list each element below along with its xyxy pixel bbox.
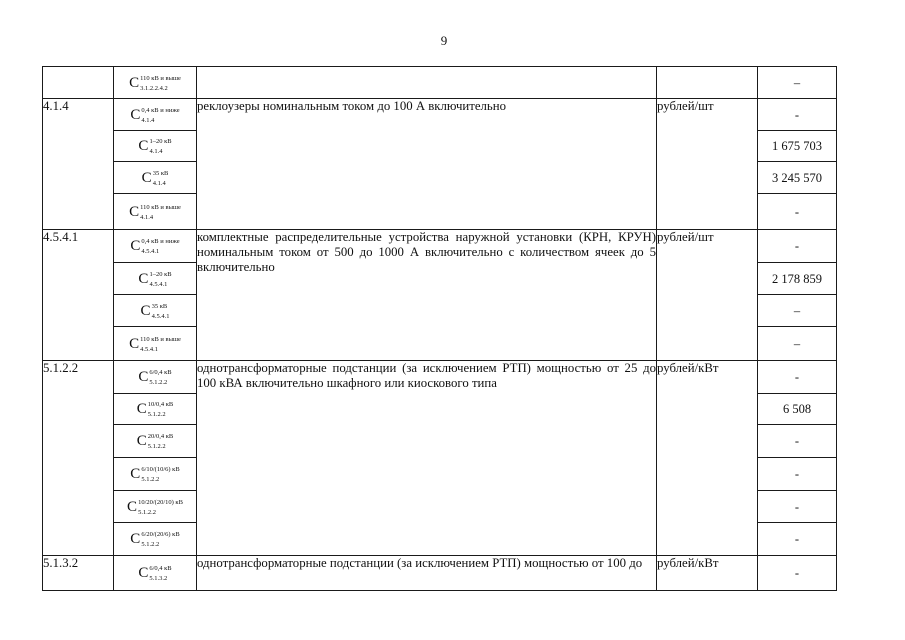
rate-letter: C — [130, 531, 141, 547]
rate-symbol — [114, 523, 197, 556]
rate-index: 4.1.4 — [140, 213, 154, 221]
rate-index: 5.1.3.2 — [149, 575, 168, 582]
rate-index: 4.1.4 — [152, 179, 166, 187]
rate-letter: C — [129, 203, 140, 220]
rate-voltage: 10/0,4 кВ — [147, 401, 174, 408]
item-description: реклоузеры номинальным током до 100 А включительно — [197, 99, 657, 230]
rate-symbol — [114, 425, 197, 458]
rate-voltage: 6/0,4 кВ — [149, 565, 172, 572]
page-number: 9 — [440, 33, 448, 48]
table-row — [43, 99, 837, 131]
rate-letter: C — [130, 466, 141, 482]
rate-index: 4.5.4.1 — [141, 248, 160, 255]
rate-symbol — [114, 99, 197, 131]
rate-voltage: 110 кВ и выше — [140, 74, 181, 82]
rate-index: 4.1.4 — [149, 148, 163, 155]
rate-index: 4.5.4.1 — [151, 312, 170, 320]
rate-voltage: 0,4 кВ и ниже — [141, 238, 180, 245]
rate-voltage: 110 кВ и выше — [140, 335, 181, 343]
rate-voltage: 1–20 кВ — [149, 138, 172, 145]
rate-index: 4.1.4 — [141, 116, 155, 124]
rate-voltage: 6/20/(20/6) кВ — [141, 531, 180, 538]
rate-letter: C — [140, 302, 151, 319]
item-unit: рублей/шт — [657, 230, 758, 361]
rate-value: 1 675 703 — [758, 131, 837, 162]
rate-index: 5.1.2.2 — [141, 476, 160, 483]
item-unit: рублей/кВт — [657, 361, 758, 556]
rate-voltage: 35 кВ — [152, 169, 169, 177]
rate-letter: C — [129, 335, 140, 352]
item-code: 4.5.4.1 — [43, 230, 114, 361]
rate-symbol — [114, 556, 197, 591]
rate-voltage: 1–20 кВ — [149, 270, 172, 278]
rate-index: 4.5.4.1 — [140, 345, 159, 353]
rate-voltage: 0,4 кВ и ниже — [141, 106, 180, 114]
rate-value: - — [758, 230, 837, 263]
rate-symbol — [114, 263, 197, 295]
rate-symbol — [114, 361, 197, 394]
rate-symbol — [114, 295, 197, 327]
rate-value: 3 245 570 — [758, 162, 837, 194]
rate-letter: C — [130, 106, 141, 123]
item-code: 5.1.2.2 — [43, 361, 114, 556]
rate-value: 6 508 — [758, 394, 837, 425]
item-description — [197, 67, 657, 99]
item-code: 5.1.3.2 — [43, 556, 114, 591]
rate-symbol — [114, 458, 197, 491]
rate-letter: C — [136, 433, 147, 449]
rate-index: 3.1.2.2.4.2 — [140, 84, 168, 92]
rate-voltage: 6/0,4 кВ — [149, 369, 172, 376]
rate-symbol — [114, 131, 197, 162]
table-row — [43, 361, 837, 394]
rate-index: 4.5.4.1 — [149, 280, 168, 288]
rate-symbol — [114, 491, 197, 523]
table-row — [43, 230, 837, 263]
rate-letter: C — [136, 401, 147, 417]
rate-symbol — [114, 327, 197, 361]
rate-symbol — [114, 230, 197, 263]
rate-value: - — [758, 99, 837, 131]
rate-value: – — [758, 67, 837, 99]
rate-index: 5.1.2.2 — [147, 443, 166, 450]
rate-voltage: 35 кВ — [151, 302, 168, 310]
item-code: 4.1.4 — [43, 99, 114, 230]
rate-index: 5.1.2.2 — [138, 508, 156, 516]
rate-value: - — [758, 491, 837, 523]
tariff-table — [42, 66, 837, 591]
rate-voltage: 20/0,4 кВ — [147, 433, 174, 440]
rate-value: - — [758, 458, 837, 491]
item-code — [43, 67, 114, 99]
rate-voltage: 110 кВ и выше — [140, 203, 181, 211]
rate-letter: C — [138, 270, 149, 287]
rate-value: - — [758, 523, 837, 556]
item-unit: рублей/кВт — [657, 556, 758, 591]
rate-symbol — [114, 162, 197, 194]
rate-value: – — [758, 327, 837, 361]
item-unit — [657, 67, 758, 99]
rate-letter: C — [130, 238, 141, 254]
item-description: комплектные распределительные устройства наружной установки (КРН, КРУН) номинальным током от 500 до 1000 А включительно с количеством ячеек до 5 включительно — [197, 230, 657, 361]
rate-letter: C — [129, 74, 140, 91]
rate-index: 5.1.2.2 — [141, 541, 160, 548]
rate-value: – — [758, 295, 837, 327]
rate-letter: C — [141, 169, 152, 186]
rate-value: 2 178 859 — [758, 263, 837, 295]
rate-symbol — [114, 194, 197, 230]
rate-value: - — [758, 361, 837, 394]
rate-index: 5.1.2.2 — [147, 411, 166, 418]
rate-index: 5.1.2.2 — [149, 379, 168, 386]
rate-symbol — [114, 394, 197, 425]
rate-letter: C — [138, 138, 149, 154]
rate-voltage: 10/20/(20/10) кВ — [138, 498, 183, 506]
rate-letter: C — [127, 498, 138, 515]
item-unit: рублей/шт — [657, 99, 758, 230]
rate-value: - — [758, 194, 837, 230]
rate-letter: C — [138, 369, 149, 385]
rate-symbol — [114, 67, 197, 99]
item-description: однотрансформаторные подстанции (за исключением РТП) мощностью от 100 до — [197, 556, 657, 591]
rate-voltage: 6/10/(10/6) кВ — [141, 466, 180, 473]
table-row — [43, 67, 837, 99]
item-description: однотрансформаторные подстанции (за исключением РТП) мощностью от 25 до 100 кВА включительно шкафного или киоскового типа — [197, 361, 657, 556]
rate-value: - — [758, 556, 837, 591]
rate-value: - — [758, 425, 837, 458]
rate-letter: C — [138, 565, 149, 581]
table-row — [43, 556, 837, 591]
